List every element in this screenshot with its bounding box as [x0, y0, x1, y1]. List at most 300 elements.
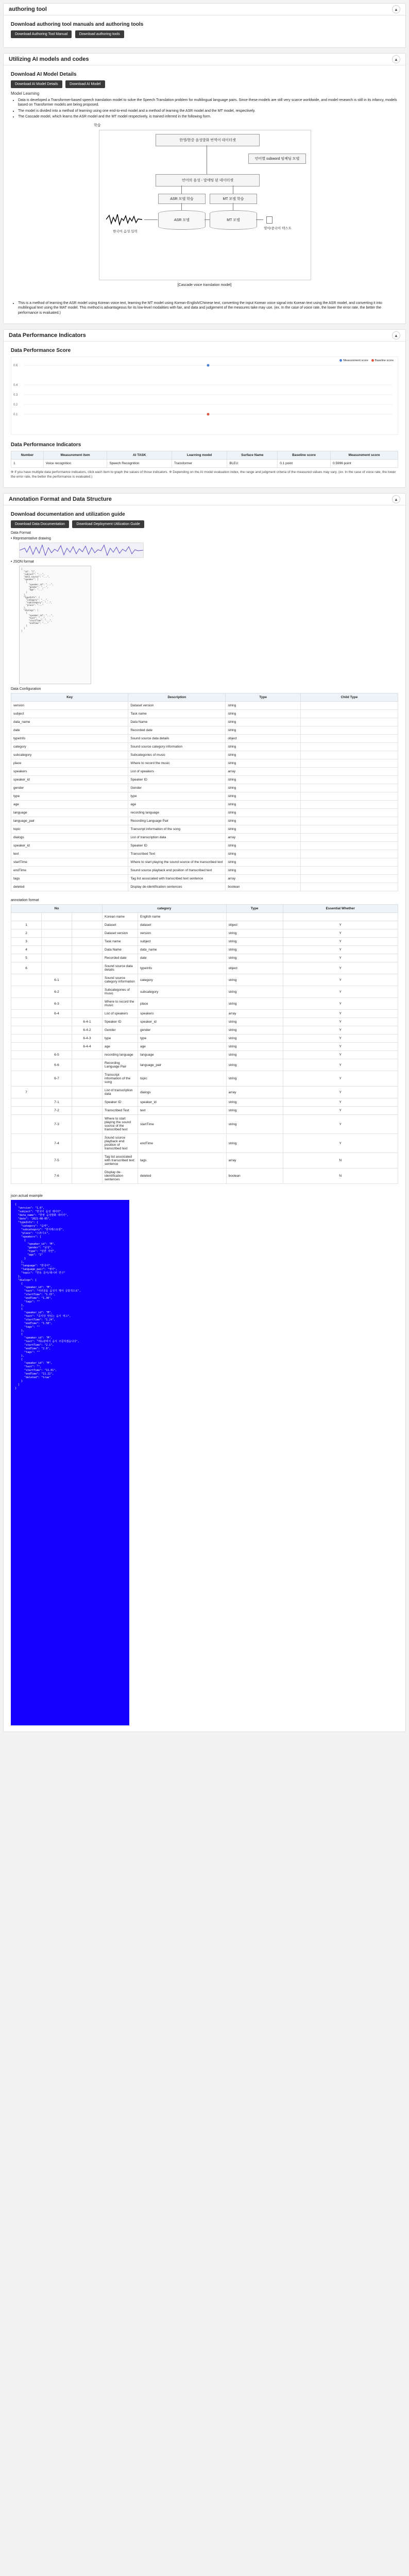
table-cell	[72, 1010, 103, 1018]
table-cell: 0.5996 point	[330, 460, 398, 468]
table-cell: subject	[138, 938, 227, 946]
table-cell	[72, 913, 103, 921]
table-cell: 7	[11, 1087, 42, 1098]
input-label: 한국어 음성 입력	[113, 229, 138, 233]
table-row	[11, 710, 398, 718]
diagram-caption: [Cascade voice translation model]	[177, 283, 232, 287]
table-cell	[300, 842, 398, 850]
table-cell: Recorded date	[128, 726, 226, 735]
download-manual-button[interactable]: Download Authoring Tool Manual	[11, 30, 72, 38]
chevron-up-icon[interactable]: ▲	[392, 55, 400, 63]
table-cell: Y	[283, 1134, 398, 1153]
table-row	[11, 850, 398, 858]
table-cell: topic	[11, 825, 128, 834]
table-cell	[11, 1035, 42, 1043]
representative-label: • Representative drawing	[11, 537, 51, 541]
table-cell: category	[138, 974, 227, 986]
section-heading: Download documentation and utilization guide	[11, 512, 125, 518]
table-cell: typeInfo	[138, 962, 227, 974]
table-cell	[300, 735, 398, 743]
table-cell	[11, 986, 42, 998]
table-cell: Transformer	[172, 460, 227, 468]
table-cell: string	[226, 850, 301, 858]
table-cell: category	[11, 743, 128, 751]
table-cell	[11, 1107, 42, 1115]
table-cell	[72, 1168, 103, 1184]
model-learning-label: Model Learning	[11, 91, 40, 96]
table-cell: topic	[138, 1071, 227, 1087]
table-cell	[300, 768, 398, 776]
y-tick-label: 0.2	[13, 403, 18, 407]
signal-waveform	[19, 543, 144, 558]
table-row	[11, 1134, 398, 1153]
table-cell: Y	[283, 1026, 398, 1035]
table-cell	[72, 946, 103, 954]
table-cell: Where to record the music	[103, 998, 138, 1010]
section-title: Annotation Format and Data Structure	[9, 496, 112, 503]
table-cell	[72, 1134, 103, 1153]
table-cell	[11, 1051, 42, 1059]
table-cell: string	[226, 929, 283, 938]
table-cell	[300, 759, 398, 768]
table-cell	[72, 954, 103, 962]
table-cell: List of transcription data	[103, 1087, 138, 1098]
table-cell: Y	[283, 1010, 398, 1018]
table-cell: subcategory	[138, 986, 227, 998]
table-cell: gender	[11, 784, 128, 792]
waveform-icon	[20, 543, 143, 557]
table-cell: Dataset	[103, 921, 138, 929]
download-model-details-button[interactable]: Download AI Model Details	[11, 80, 62, 88]
table-cell: string	[226, 817, 301, 825]
table-cell: Y	[283, 946, 398, 954]
table-cell: Y	[283, 954, 398, 962]
table-cell	[42, 1026, 72, 1035]
table-cell: 6	[11, 962, 42, 974]
download-guide-button[interactable]: Download Deployment Utilization Guide	[72, 520, 144, 528]
table-cell	[42, 921, 72, 929]
table-cell: Display de-identification sentences	[128, 883, 226, 891]
table-cell	[72, 974, 103, 986]
ai-models-header[interactable]	[4, 54, 405, 65]
table-header-cell: Surface Name	[227, 451, 278, 460]
table-row	[11, 946, 398, 954]
table-cell: array	[226, 875, 301, 883]
table-row	[11, 842, 398, 850]
table-cell: Korean name	[103, 913, 138, 921]
table-row	[11, 1051, 398, 1059]
waveform-icon	[106, 213, 142, 226]
table-cell: boolean	[226, 1168, 283, 1184]
table-cell	[72, 1153, 103, 1168]
table-cell: 6-6	[42, 1059, 72, 1071]
table-cell: Task name	[103, 938, 138, 946]
table-cell	[11, 1115, 42, 1134]
section-heading: Download authoring tool manuals and authoring tools	[11, 22, 144, 27]
table-header-cell: AI TASK	[107, 451, 172, 460]
table-cell	[72, 986, 103, 998]
table-cell: type	[128, 792, 226, 801]
baseline-point[interactable]	[207, 413, 210, 416]
table-cell: Gender	[103, 1026, 138, 1035]
table-cell: string	[226, 809, 301, 817]
table-cell: place	[138, 998, 227, 1010]
speech-dataset-box: 언어의 음성 - 말에팅 된 데이터셋	[156, 174, 260, 187]
chart-legend	[339, 359, 394, 362]
download-documentation-button[interactable]: Download Data Documentation	[11, 520, 69, 528]
table-cell: Where to start playing the sound source of the transcribed text	[128, 858, 226, 867]
table-cell: Recording Language Pair	[103, 1059, 138, 1071]
diagram-corner-label: 학습	[94, 123, 101, 127]
indicators-table	[11, 451, 398, 468]
table-cell: string	[226, 954, 283, 962]
table-cell: age	[138, 1043, 227, 1051]
table-cell	[72, 1098, 103, 1107]
mt-learning-box: MT 모델 학습	[210, 194, 257, 204]
table-cell: Task name	[128, 710, 226, 718]
table-row	[11, 801, 398, 809]
legend-baseline[interactable]: Baseline score	[371, 359, 394, 362]
measurement-point[interactable]	[207, 364, 210, 367]
table-cell: 0.1 point	[278, 460, 331, 468]
table-cell: string	[226, 867, 301, 875]
authoring-tool-card	[3, 3, 406, 48]
document-icon	[266, 216, 272, 224]
table-cell	[300, 726, 398, 735]
table-cell: speakers	[11, 768, 128, 776]
table-cell: 7-1	[42, 1098, 72, 1107]
table-cell: array	[226, 768, 301, 776]
table-cell: string	[226, 759, 301, 768]
table-cell: 3	[11, 938, 42, 946]
table-cell: data_name	[138, 946, 227, 954]
table-cell	[42, 1035, 72, 1043]
table-cell: age	[103, 1043, 138, 1051]
table-cell: array	[226, 1087, 283, 1098]
table-cell: string	[226, 1115, 283, 1134]
table-header-cell: Learning model	[172, 451, 227, 460]
table-cell: 7-4	[42, 1134, 72, 1153]
table-row	[11, 867, 398, 875]
table-cell: string	[226, 858, 301, 867]
table-cell: Sound source category information	[128, 743, 226, 751]
table-header-cell: Essential Whether	[283, 905, 398, 913]
table-cell	[11, 974, 42, 986]
table-cell: array	[226, 1010, 283, 1018]
table-cell: 6-4-3	[72, 1035, 103, 1043]
performance-card	[3, 329, 406, 488]
table-row	[11, 735, 398, 743]
mt-model-cylinder: MT 모델	[210, 210, 257, 230]
table-cell: Y	[283, 1043, 398, 1051]
chevron-up-icon[interactable]: ▲	[392, 331, 400, 340]
table-cell: string	[226, 710, 301, 718]
table-cell: version	[138, 929, 227, 938]
table-cell	[11, 1153, 42, 1168]
table-cell	[72, 938, 103, 946]
json-format-preview: { "id": "1", "subject": "...", "data_source": "...", "speaker": [ { "speaker_id": "...", "gender": "...", "age": "..." } ], "typeInfo": { "category": "...", "subcategory": "...", "place": "..." }, "dialogs": [ { "speaker_id": "...", "text": "...", "startTime": "...", "endTime": "..." } ] }	[19, 566, 91, 684]
y-tick-label: 0.6	[13, 364, 18, 368]
table-row	[11, 1168, 398, 1184]
table-cell	[11, 1059, 42, 1071]
table-cell: Y	[283, 1059, 398, 1071]
table-cell: language_pair	[11, 817, 128, 825]
table-header-cell: Key	[11, 693, 128, 702]
table-cell: Transcript information of the song	[103, 1071, 138, 1087]
table-cell: List of speakers	[128, 768, 226, 776]
table-cell: 6-5	[42, 1051, 72, 1059]
performance-header[interactable]	[4, 330, 405, 342]
table-cell: List of transcription data	[128, 834, 226, 842]
table-cell: string	[226, 842, 301, 850]
table-cell: 6-1	[42, 974, 72, 986]
table-cell: string	[226, 1051, 283, 1059]
table-row	[11, 998, 398, 1010]
table-cell: Recorded date	[103, 954, 138, 962]
table-cell: Dataset version	[103, 929, 138, 938]
table-cell: age	[11, 801, 128, 809]
table-row	[11, 702, 398, 710]
table-cell	[300, 817, 398, 825]
table-cell	[42, 1087, 72, 1098]
table-row	[11, 809, 398, 817]
table-cell	[11, 1134, 42, 1153]
table-cell: place	[11, 759, 128, 768]
table-cell: deleted	[11, 883, 128, 891]
asr-model-cylinder: ASR 모델	[158, 210, 206, 230]
table-cell: type	[138, 1035, 227, 1043]
table-cell: string	[226, 1059, 283, 1071]
table-cell: 7-5	[42, 1153, 72, 1168]
table-header-cell: Type	[226, 905, 283, 913]
table-row	[11, 1153, 398, 1168]
table-cell	[42, 962, 72, 974]
indicators-heading: Data Performance Indicators	[11, 442, 81, 448]
table-cell	[11, 913, 42, 921]
table-cell: startTime	[11, 858, 128, 867]
asr-learning-box: ASR 모델 학습	[158, 194, 206, 204]
table-cell: Data Name	[103, 946, 138, 954]
table-cell	[300, 792, 398, 801]
table-row	[11, 1098, 398, 1107]
table-cell: Recording Language Pair	[128, 817, 226, 825]
table-cell: English name	[138, 913, 227, 921]
table-cell: string	[226, 998, 283, 1010]
table-cell: speaker_id	[138, 1018, 227, 1026]
table-cell	[11, 998, 42, 1010]
table-cell: Tag list associated with transcribed text sentence	[103, 1153, 138, 1168]
table-cell: array	[226, 834, 301, 842]
annotation-header[interactable]	[4, 494, 405, 505]
table-cell: type	[103, 1035, 138, 1043]
section-title: Data Performance Indicators	[9, 332, 86, 339]
chevron-up-icon[interactable]: ▲	[392, 5, 400, 13]
table-cell: Subcategories of music	[103, 986, 138, 998]
section-heading: Download AI Model Details	[11, 72, 77, 77]
table-header-cell: Measurement item	[43, 451, 107, 460]
table-cell	[300, 718, 398, 726]
table-cell: string	[226, 1071, 283, 1087]
annotation-format-label: annotation format	[11, 899, 39, 903]
y-tick-label: 0.4	[13, 384, 18, 387]
table-cell: Y	[283, 974, 398, 986]
list-item: • The model is divided into a method of learning using one end-to-end model and a method of learning the ASR model and the MT model, respectively.	[18, 109, 398, 113]
table-cell: string	[226, 974, 283, 986]
table-cell: string	[226, 751, 301, 759]
authoring-tool-header[interactable]	[4, 4, 405, 15]
table-cell: 6-4-1	[72, 1018, 103, 1026]
table-cell: speaker_id	[11, 842, 128, 850]
table-row	[11, 1071, 398, 1087]
table-row	[11, 1115, 398, 1134]
table-cell: language	[138, 1051, 227, 1059]
model-learning-list	[18, 98, 398, 120]
table-cell: string	[226, 702, 301, 710]
annotation-card	[3, 493, 406, 1732]
table-cell: typeInfo	[11, 735, 128, 743]
table-cell: Transcribed Text	[103, 1107, 138, 1115]
table-row	[11, 954, 398, 962]
table-header-cell: No	[11, 905, 103, 913]
table-cell	[42, 1018, 72, 1026]
table-row	[11, 929, 398, 938]
table-cell: dialogs	[138, 1087, 227, 1098]
table-cell	[300, 776, 398, 784]
table-cell: startTime	[138, 1115, 227, 1134]
table-cell: tags	[11, 875, 128, 883]
table-cell: Y	[283, 1087, 398, 1098]
table-cell: Y	[283, 1107, 398, 1115]
y-tick-label: 0.3	[13, 394, 18, 397]
table-cell: boolean	[226, 883, 301, 891]
table-cell: text	[138, 1107, 227, 1115]
table-cell: string	[226, 726, 301, 735]
table-cell	[300, 834, 398, 842]
table-row	[11, 825, 398, 834]
table-cell: tags	[138, 1153, 227, 1168]
table-row	[11, 1107, 398, 1115]
table-cell: text	[11, 850, 128, 858]
table-cell: Tag list associated with transcribed text sentence	[128, 875, 226, 883]
table-cell: speaker_id	[11, 776, 128, 784]
table-cell	[300, 867, 398, 875]
table-cell	[72, 1059, 103, 1071]
table-cell: Y	[283, 998, 398, 1010]
table-cell	[72, 1115, 103, 1134]
table-row	[11, 1026, 398, 1035]
table-cell	[42, 913, 72, 921]
table-cell: 5	[11, 954, 42, 962]
table-cell: Y	[283, 986, 398, 998]
table-cell	[11, 1018, 42, 1026]
y-tick-label: 0.1	[13, 413, 18, 417]
table-cell: string	[226, 1098, 283, 1107]
table-cell: 7-3	[42, 1115, 72, 1134]
table-cell: 6-3	[42, 998, 72, 1010]
table-cell	[11, 1098, 42, 1107]
score-heading: Data Performance Score	[11, 348, 71, 354]
table-row	[11, 792, 398, 801]
table-cell	[11, 1071, 42, 1087]
table-cell: Where to start playing the sound source of the transcribed text	[103, 1115, 138, 1134]
table-row	[11, 1010, 398, 1018]
table-cell: BLEU	[227, 460, 278, 468]
table-cell: string	[226, 743, 301, 751]
table-cell	[300, 883, 398, 891]
table-row	[11, 875, 398, 883]
table-cell: N	[283, 1168, 398, 1184]
table-cell: Transcript information of the song	[128, 825, 226, 834]
table-cell: string	[226, 938, 283, 946]
table-row	[11, 913, 398, 921]
table-row	[11, 858, 398, 867]
table-cell	[42, 954, 72, 962]
table-cell	[300, 801, 398, 809]
table-cell: Y	[283, 1035, 398, 1043]
table-cell: speakers	[138, 1010, 227, 1018]
table-row	[11, 974, 398, 986]
table-cell	[72, 1107, 103, 1115]
table-cell: 6-4	[42, 1010, 72, 1018]
indicator-note: ※ If you have multiple data performance indicators, click each item to graph the values of those indicators. ※ Depending on the AI model evaluation index, the range and judgment criteria of the measured values may vary. (ex. In the case of voice rate, the lower the error rate, the better the performance is evaluated.)	[11, 470, 396, 479]
performance-chart	[11, 357, 398, 435]
table-row	[11, 834, 398, 842]
chevron-up-icon[interactable]: ▲	[392, 495, 400, 503]
table-cell: type	[11, 792, 128, 801]
table-cell	[11, 1043, 42, 1051]
table-row	[11, 1059, 398, 1071]
table-cell: data_name	[11, 718, 128, 726]
table-cell	[300, 825, 398, 834]
legend-measurement[interactable]: Measurement score	[339, 359, 368, 362]
table-cell: object	[226, 921, 283, 929]
download-model-button[interactable]: Download AI Model	[65, 80, 105, 88]
table-row	[11, 718, 398, 726]
table-cell: 7-6	[42, 1168, 72, 1184]
list-item: • Data is developed a Transformer-based speech translation model to solve the Speech Translation problem for multilingual language pairs. Since these models are still very scarce worldwide, and model research is still in its infancy, models based on Transformer models are being proposed.	[18, 98, 398, 108]
table-cell: Y	[283, 1115, 398, 1134]
table-row	[11, 986, 398, 998]
table-row	[11, 726, 398, 735]
table-header-cell: Number	[11, 451, 44, 460]
cascade-model-diagram	[94, 123, 315, 298]
table-cell: age	[128, 801, 226, 809]
table-cell: gender	[138, 1026, 227, 1035]
section-title: Utilizing AI models and codes	[9, 56, 89, 62]
table-cell: 6-7	[42, 1071, 72, 1087]
section-title: authoring tool	[9, 6, 47, 12]
table-cell	[72, 1051, 103, 1059]
table-row	[11, 751, 398, 759]
table-cell: 6-2	[42, 986, 72, 998]
table-cell: Sound source category information	[103, 974, 138, 986]
table-cell	[300, 710, 398, 718]
table-cell: version	[11, 702, 128, 710]
table-cell: Transcribed Text	[128, 850, 226, 858]
table-cell: 7-2	[42, 1107, 72, 1115]
table-cell: language	[11, 809, 128, 817]
table-cell: string	[226, 784, 301, 792]
table-row	[11, 776, 398, 784]
subword-embedding-box: 언어별 subword 임베딩 모델	[248, 154, 306, 164]
table-cell: List of speakers	[103, 1010, 138, 1018]
table-cell: Speech Recognition	[107, 460, 172, 468]
table-row[interactable]	[11, 460, 398, 468]
data-configuration-table	[11, 693, 398, 891]
table-cell: subcategory	[11, 751, 128, 759]
download-tools-button[interactable]: Download authoring tools	[75, 30, 124, 38]
table-cell	[300, 751, 398, 759]
